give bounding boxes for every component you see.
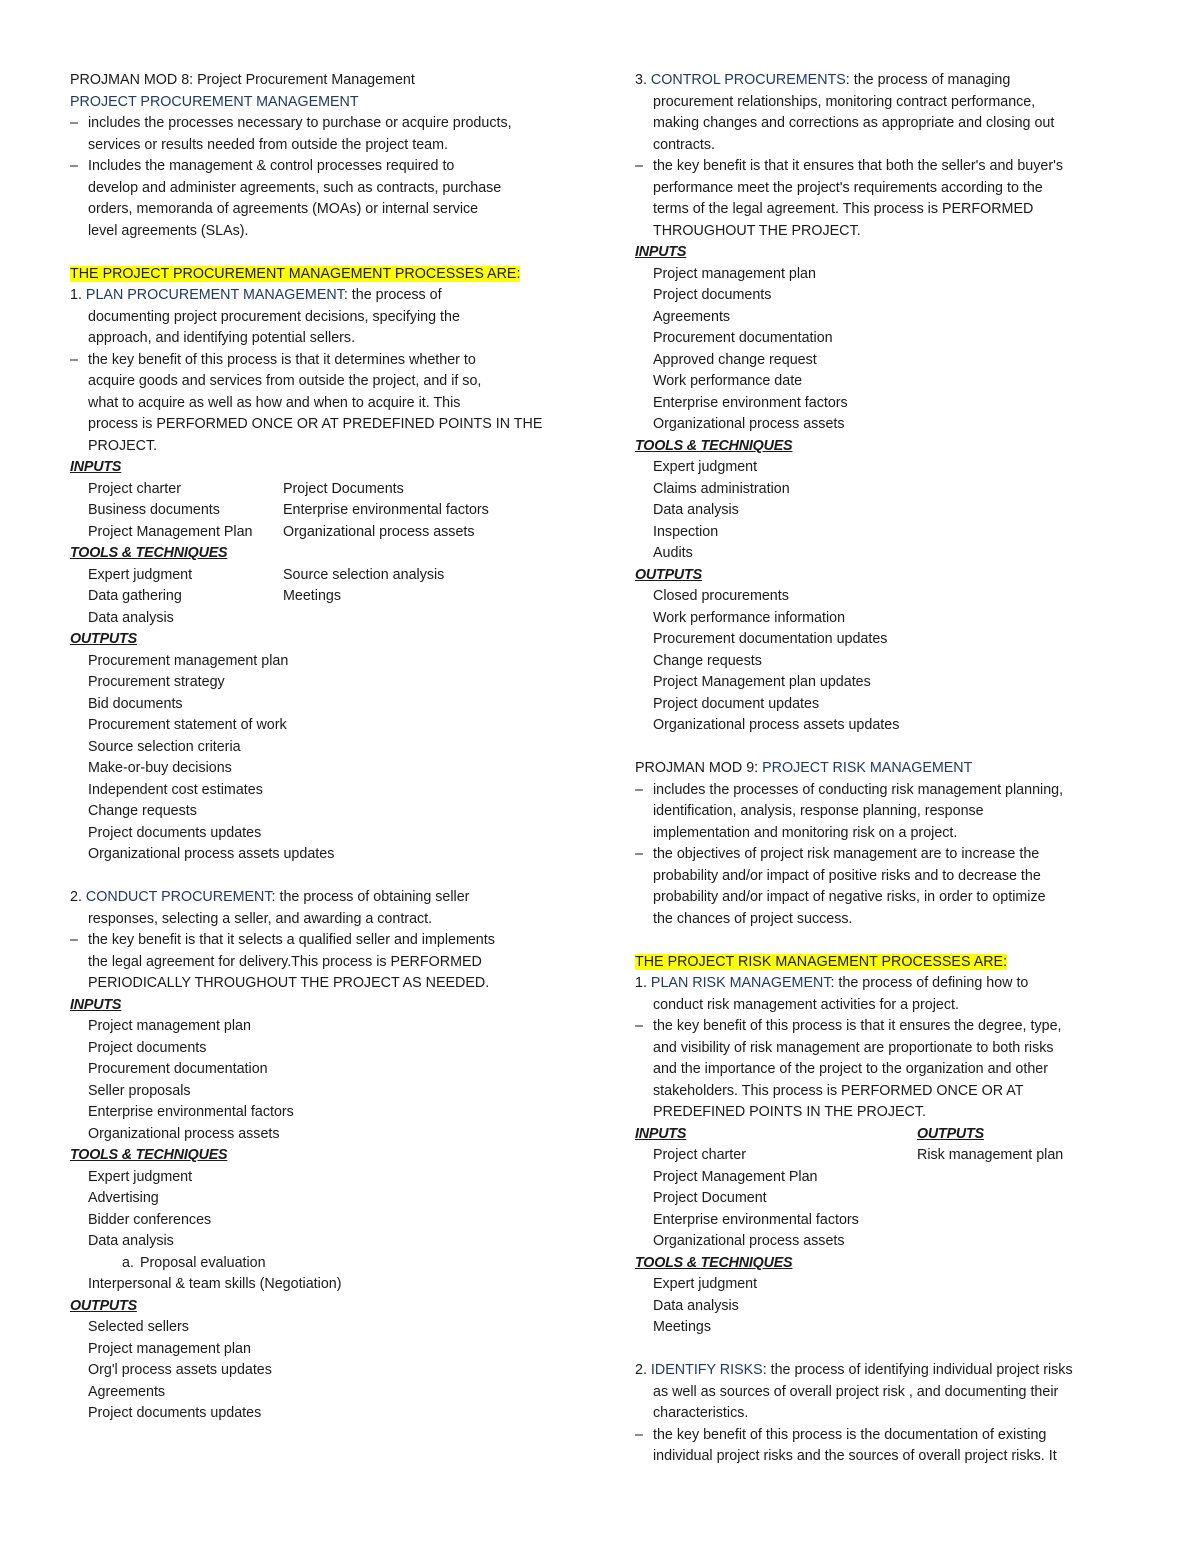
list-item: making changes and corrections as appropriate and closing out: [653, 115, 1055, 131]
list-item: Organizational process assets: [653, 416, 845, 432]
list-item: Organizational process assets updates: [88, 846, 335, 862]
risk-process-1-tools-label: TOOLS & TECHNIQUES: [635, 1254, 793, 1271]
process-3-title-line: 3. CONTROL PROCUREMENTS: the process of managing: [635, 72, 1011, 88]
item-right: Meetings: [283, 588, 342, 604]
bullet-line: [70, 952, 570, 974]
list-item: characteristics.: [653, 1405, 749, 1421]
bullet-text: performance meet the project's requirements according to the: [653, 179, 1043, 196]
bullet-text: Includes the management & control processes required to: [88, 158, 455, 174]
process-1-inputs: [70, 479, 570, 544]
list-item: Seller proposals: [88, 1082, 191, 1099]
bullet-line: [70, 371, 570, 393]
bullet-text: the key benefit is that it selects a qualified seller and implements: [88, 932, 495, 948]
bullet-line: [70, 178, 570, 200]
bullet-text: PERIODICALLY THROUGHOUT THE PROJECT AS NEEDED.: [88, 975, 490, 991]
bullet-text: orders, memoranda of agreements (MOAs) or internal service: [88, 201, 479, 217]
list-item: responses, selecting a seller, and awarding a contract.: [88, 910, 433, 927]
list-item: procurement relationships, monitoring contract performance,: [653, 93, 1036, 110]
dash-marker: –: [635, 158, 643, 174]
right-column: [635, 70, 1135, 1468]
list-item: Expert judgment: [653, 1276, 758, 1292]
list-item: Agreements: [88, 1383, 166, 1400]
list-item: Procurement strategy: [88, 674, 225, 690]
list-item: as well as sources of overall project risk , and documenting their: [653, 1383, 1059, 1400]
bullet-line: [635, 801, 1135, 823]
item-right: Project Documents: [283, 480, 404, 497]
list-item: Project management plan: [88, 1018, 251, 1034]
process-3-title: CONTROL PROCUREMENTS: [650, 72, 846, 88]
list-item: Organizational process assets updates: [653, 717, 900, 733]
dash-marker: –: [635, 781, 643, 798]
list-item: Procurement documentation: [653, 330, 833, 346]
bullet-line: [635, 866, 1135, 888]
list-item: Work performance information: [653, 609, 846, 626]
mod9-title: PROJMAN MOD 9: PROJECT RISK MANAGEMENT: [635, 760, 973, 776]
list-item: Enterprise environment factors: [653, 394, 848, 411]
process-2-inputs: [70, 1016, 570, 1145]
list-item: approach, and identifying potential sellers.: [88, 330, 356, 346]
dash-marker: –: [635, 846, 643, 862]
bullet-text: develop and administer agreements, such as contracts, purchase: [88, 179, 502, 196]
bullet-line: [70, 135, 570, 157]
process-3-inputs-label: INPUTS: [635, 244, 687, 260]
list-item: Interpersonal & team skills (Negotiation): [88, 1276, 342, 1292]
list-item: Closed procurements: [653, 588, 789, 604]
bullet-line: [635, 221, 1135, 243]
process-1-outputs-label: OUTPUTS: [70, 631, 137, 647]
risk-process-1-outputs-label: OUTPUTS: [917, 1125, 984, 1142]
bullet-text: level agreements (SLAs).: [88, 222, 249, 239]
bullet-text: THROUGHOUT THE PROJECT.: [653, 222, 861, 239]
list-item: Project management plan: [653, 265, 816, 282]
bullet-line: [70, 350, 570, 372]
bullet-line: [635, 887, 1135, 909]
process-1-description: [70, 307, 570, 350]
risk-process-2-benefit: [635, 1425, 1135, 1468]
item-left: Data analysis: [88, 609, 174, 626]
list-item: Project documents updates: [88, 824, 262, 841]
dash-marker: –: [635, 1018, 643, 1034]
two-column-row: [70, 608, 570, 630]
list-item: Organizational process assets: [88, 1125, 280, 1142]
bullet-line: [70, 436, 570, 458]
bullet-text: probability and/or impact of negative risks, in order to optimize: [653, 889, 1046, 905]
process-1-tools: [70, 565, 570, 630]
list-item: Risk management plan: [917, 1147, 1064, 1163]
bullet-text: and visibility of risk management are proportionate to both risks: [653, 1039, 1054, 1056]
list-item: Expert judgment: [653, 459, 758, 475]
dash-marker: –: [70, 932, 78, 948]
risk-processes-heading: THE PROJECT RISK MANAGEMENT PROCESSES ARE:: [635, 953, 1008, 970]
list-item: Expert judgment: [88, 1168, 193, 1185]
list-item: Change requests: [653, 652, 762, 669]
process-2-tools: [70, 1167, 570, 1253]
bullet-text: includes the processes of conducting risk management planning,: [653, 781, 1064, 798]
bullet-line: [70, 930, 570, 952]
item-left: Project Management Plan: [88, 523, 253, 540]
list-item: Project charter: [653, 1147, 746, 1163]
list-item: Inspection: [653, 523, 719, 540]
bullet-line: [635, 1038, 1135, 1060]
list-item: Change requests: [88, 803, 197, 819]
item-left: Business documents: [88, 502, 220, 518]
bullet-text: identification, analysis, response planning, response: [653, 803, 984, 819]
process-3-tools: [635, 457, 1135, 565]
risk-process-1-description: [635, 995, 1135, 1017]
list-item: documenting project procurement decisions, specifying the: [88, 308, 460, 325]
bullet-text: the key benefit is that it ensures that both the seller's and buyer's: [653, 158, 1063, 174]
bullet-line: [635, 199, 1135, 221]
dash-marker: –: [635, 1426, 643, 1443]
two-column-row: [70, 479, 570, 501]
list-item: Data analysis: [88, 1233, 174, 1249]
ppm-heading: PROJECT PROCUREMENT MANAGEMENT: [70, 93, 359, 110]
bullet-text: process is PERFORMED ONCE OR AT PREDEFINED POINTS IN THE: [88, 416, 543, 432]
list-item: Procurement management plan: [88, 652, 289, 669]
process-2-description: [70, 909, 570, 931]
list-item: Bidder conferences: [88, 1211, 212, 1228]
bullet-text: individual project risks and the sources of overall project risks. It: [653, 1448, 1057, 1464]
prm-bullet-2: [635, 844, 1135, 930]
bullet-line: [635, 1016, 1135, 1038]
process-1-tools-label: TOOLS & TECHNIQUES: [70, 545, 228, 561]
bullet-line: [635, 844, 1135, 866]
bullet-line: [635, 1059, 1135, 1081]
list-item: Audits: [653, 545, 693, 561]
process-3-tools-label: TOOLS & TECHNIQUES: [635, 437, 793, 454]
process-1-title: PLAN PROCUREMENT MANAGEMENT: [85, 287, 344, 303]
bullet-line: [635, 156, 1135, 178]
list-item: Enterprise environmental factors: [88, 1104, 294, 1120]
bullet-text: implementation and monitoring risk on a project.: [653, 824, 958, 841]
list-item: Project Management plan updates: [653, 674, 871, 690]
risk-process-2-title-line: 2. IDENTIFY RISKS: the process of identifying individual project risks: [635, 1362, 1073, 1378]
bullet-line: [70, 221, 570, 243]
bullet-line: [635, 1102, 1135, 1124]
bullet-line: [70, 199, 570, 221]
bullet-text: includes the processes necessary to purchase or acquire products,: [88, 115, 512, 131]
bullet-line: [635, 1081, 1135, 1103]
bullet-line: [635, 780, 1135, 802]
process-1-inputs-label: INPUTS: [70, 459, 122, 475]
left-column: [70, 70, 570, 1425]
list-item: Project documents updates: [88, 1405, 262, 1421]
bullet-text: the objectives of project risk management are to increase the: [653, 846, 1040, 862]
bullet-text: PROJECT.: [88, 437, 158, 454]
list-item: Procurement statement of work: [88, 717, 287, 733]
list-item: Source selection criteria: [88, 738, 241, 755]
dash-marker: –: [70, 115, 78, 131]
process-3-inputs: [635, 264, 1135, 436]
dash-marker: –: [70, 158, 78, 174]
list-item: Claims administration: [653, 480, 790, 497]
bullet-line: [635, 178, 1135, 200]
risk-process-2-description: [635, 1382, 1135, 1425]
list-item: Meetings: [653, 1319, 712, 1335]
process-3-outputs: [635, 586, 1135, 737]
risk-process-2-title: IDENTIFY RISKS: [650, 1362, 763, 1378]
list-item: Organizational process assets: [653, 1233, 845, 1249]
list-item: Enterprise environmental factors: [653, 1211, 859, 1228]
list-item: Project documents: [88, 1039, 207, 1056]
ppm-bullet-2: [70, 156, 570, 242]
process-2-title: CONDUCT PROCUREMENT: [85, 889, 272, 905]
list-item: Data analysis: [653, 502, 739, 518]
mod8-title: PROJMAN MOD 8: Project Procurement Management: [70, 72, 415, 88]
process-2-title-line: 2. CONDUCT PROCUREMENT: the process of obtaining seller: [70, 889, 470, 905]
risk-process-1-outputs: [917, 1145, 1063, 1167]
bullet-text: the legal agreement for delivery.This process is PERFORMED: [88, 953, 482, 970]
process-2-tools-extra: [70, 1274, 570, 1296]
risk-process-1-benefit: [635, 1016, 1135, 1124]
process-3-description: [635, 92, 1135, 157]
bullet-line: [635, 909, 1135, 931]
risk-process-1-title: PLAN RISK MANAGEMENT: [650, 975, 831, 991]
list-item: Agreements: [653, 308, 731, 325]
list-item: Procurement documentation updates: [653, 631, 888, 647]
list-item: Procurement documentation: [88, 1061, 268, 1077]
process-1-title-line: 1. PLAN PROCUREMENT MANAGEMENT: the process of: [70, 287, 442, 303]
process-2-tools-subitem: a. Proposal evaluation: [122, 1254, 266, 1271]
process-2-outputs-label: OUTPUTS: [70, 1297, 137, 1314]
ppm-bullet-1: [70, 113, 570, 156]
item-right: Source selection analysis: [283, 566, 445, 583]
list-item: Selected sellers: [88, 1319, 189, 1335]
item-right: Organizational process assets: [283, 523, 475, 540]
list-item: Project document updates: [653, 695, 820, 712]
risk-process-1-inputs-label: INPUTS: [635, 1125, 687, 1142]
bullet-text: PREDEFINED POINTS IN THE PROJECT.: [653, 1104, 927, 1120]
list-item: Bid documents: [88, 695, 183, 712]
bullet-text: services or results needed from outside the project team.: [88, 136, 448, 153]
bullet-text: terms of the legal agreement. This process is PERFORMED: [653, 201, 1034, 217]
list-item: Approved change request: [653, 351, 817, 368]
bullet-line: [635, 823, 1135, 845]
bullet-text: the chances of project success.: [653, 910, 853, 927]
bullet-text: stakeholders. This process is PERFORMED ONCE OR AT: [653, 1082, 1024, 1099]
list-item: Org'l process assets updates: [88, 1362, 272, 1378]
bullet-line: [70, 393, 570, 415]
bullet-text: what to acquire as well as how and when to acquire it. This: [88, 394, 461, 411]
two-column-row: [70, 586, 570, 608]
list-item: contracts.: [653, 136, 715, 153]
bullet-line: [70, 414, 570, 436]
two-column-row: [70, 565, 570, 587]
risk-process-1-tools: [635, 1274, 1135, 1339]
two-column-row: [70, 500, 570, 522]
risk-process-1-title-line: 1. PLAN RISK MANAGEMENT: the process of defining how to: [635, 975, 1029, 991]
bullet-line: [70, 156, 570, 178]
list-item: Work performance date: [653, 373, 803, 389]
list-item: Project Management Plan: [653, 1168, 818, 1185]
bullet-line: [635, 1425, 1135, 1447]
dash-marker: –: [70, 351, 78, 368]
process-2-benefit: [70, 930, 570, 995]
item-left: Project charter: [88, 480, 181, 497]
process-2-outputs: [70, 1317, 570, 1425]
list-item: Advertising: [88, 1190, 159, 1206]
list-item: Data analysis: [653, 1297, 739, 1314]
list-item: Project documents: [653, 287, 772, 303]
bullet-text: probability and/or impact of positive risks and to decrease the: [653, 867, 1041, 884]
list-item: conduct risk management activities for a project.: [653, 996, 959, 1013]
process-1-outputs: [70, 651, 570, 866]
item-right: Enterprise environmental factors: [283, 502, 489, 518]
prm-bullet-1: [635, 780, 1135, 845]
list-item: Project Document: [653, 1190, 767, 1206]
process-2-inputs-label: INPUTS: [70, 996, 122, 1013]
process-3-benefit: [635, 156, 1135, 242]
bullet-line: [70, 113, 570, 135]
bullet-text: the key benefit of this process is the documentation of existing: [653, 1426, 1047, 1443]
item-left: Expert judgment: [88, 566, 193, 583]
bullet-text: the key benefit of this process is that it ensures the degree, type,: [653, 1018, 1062, 1034]
list-item: Make-or-buy decisions: [88, 760, 232, 776]
two-column-row: [70, 522, 570, 544]
procurement-processes-heading: THE PROJECT PROCUREMENT MANAGEMENT PROCESSES ARE:: [70, 265, 521, 282]
bullet-line: [635, 1446, 1135, 1468]
bullet-line: [70, 973, 570, 995]
bullet-text: and the importance of the project to the organization and other: [653, 1061, 1049, 1077]
list-item: Project management plan: [88, 1340, 251, 1357]
process-2-tools-label: TOOLS & TECHNIQUES: [70, 1147, 228, 1163]
bullet-text: the key benefit of this process is that it determines whether to: [88, 351, 476, 368]
bullet-text: acquire goods and services from outside the project, and if so,: [88, 373, 482, 389]
process-1-benefit: [70, 350, 570, 458]
process-3-outputs-label: OUTPUTS: [635, 566, 702, 583]
item-left: Data gathering: [88, 588, 182, 604]
list-item: Independent cost estimates: [88, 781, 263, 798]
